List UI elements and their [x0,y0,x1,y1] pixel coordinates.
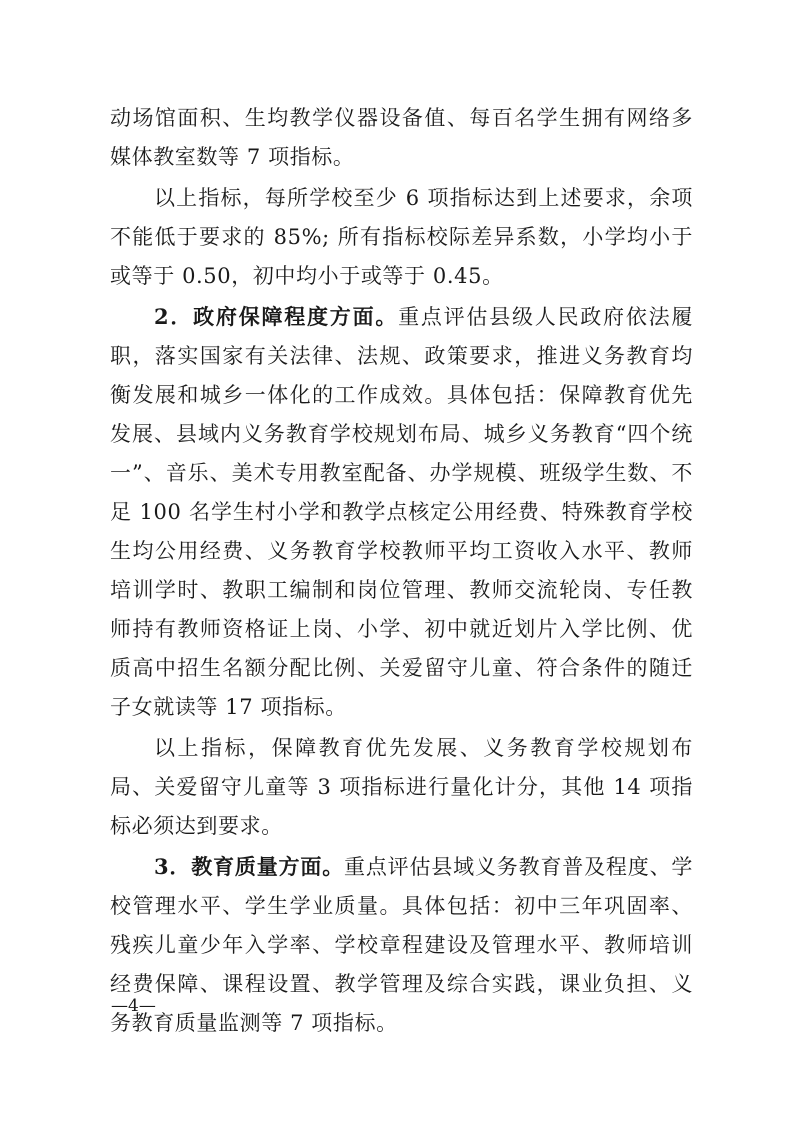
paragraph-government-guarantee [110,297,693,727]
paragraph-education-quality [110,847,693,1043]
paragraph-continuation [110,98,693,177]
paragraph-text: 重点评估县域义务教育普及程度、学校管理水平、学生学业质量。具体包括：初中三年巩固率、残疾儿童少年入学率、学校章程建设及管理水平、教师培训经费保障、课程设置、教学管理及综合实践，课业负担、义务教育质量监测等 7 项指标。 [110,855,693,1035]
paragraph-text: 以上指标，保障教育优先发展、义务教育学校规划布局、关爱留守儿童等 3 项指标进行量化计分，其他 14 项指标必须达到要求。 [110,736,693,838]
section-heading-quality: 3．教育质量方面。 [154,854,345,879]
section-heading-government: 2．政府保障程度方面。 [154,304,399,329]
paragraph-text: 重点评估县级人民政府依法履职，落实国家有关法律、法规、政策要求，推进义务教育均衡发展和城乡一体化的工作成效。具体包括：保障教育优先发展、县域内义务教育学校规划布局、城乡义务教育“四个统一”、音乐、美术专用教室配备、办学规模、班级学生数、不足 100 名学生村小学和教学点核定公用经费、特殊教育学校生均公用经费、义务教育学校教师平均工资收入水平、教师培训学时、教职工编制和岗位管理、教师交流轮岗、专任教师持有教师资格证上岗、小学、初中就近划片入学比例、优质高中招生名额分配比例、关爱留守儿童、符合条件的随迁子女就读等 17 项指标。 [110,305,693,719]
paragraph-quantified-indicators [110,728,693,846]
paragraph-text: 动场馆面积、生均教学仪器设备值、每百名学生拥有网络多媒体教室数等 7 项指标。 [110,106,693,169]
document-page [110,98,693,1043]
paragraph-text: 以上指标，每所学校至少 6 项指标达到上述要求，余项不能低于要求的 85%; 所有指标校际差异系数，小学均小于或等于 0.50，初中均小于或等于 0.45。 [110,186,693,288]
page-number: —4— [111,996,156,1016]
paragraph-school-indicators [110,178,693,296]
